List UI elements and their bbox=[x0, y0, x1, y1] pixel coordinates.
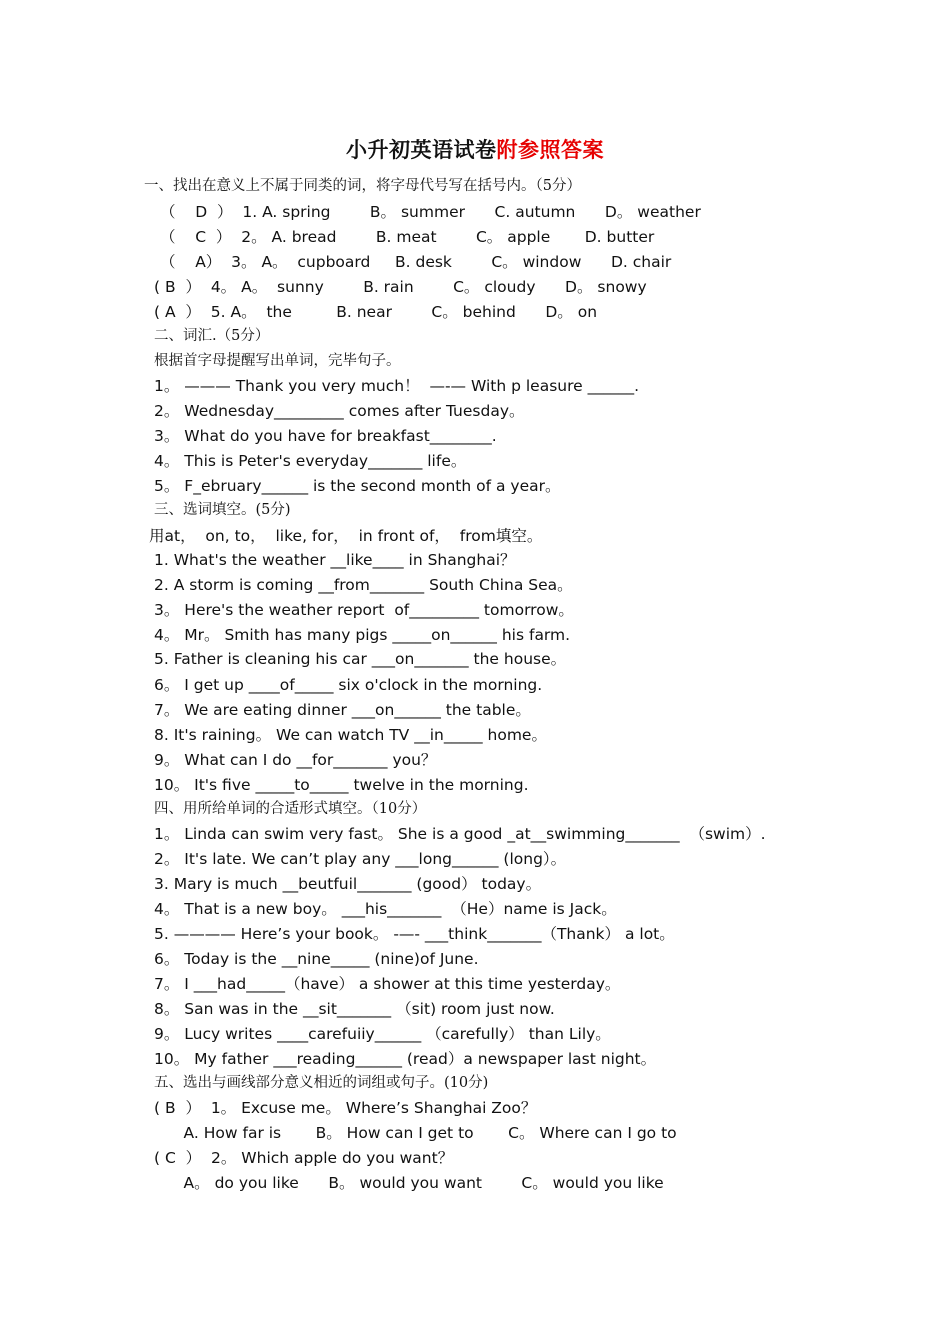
title-main: 小升初英语试卷 bbox=[346, 137, 497, 162]
question-line: 9。 What can I do __for_______ you？ bbox=[154, 751, 437, 769]
question-line: （ C ） 2。 A. bread B. meat C。 apple D. butter bbox=[160, 228, 655, 246]
question-line: ( B ） 4。 A。 sunny B. rain C。 cloudy D。 snowy bbox=[154, 278, 647, 296]
question-line: ( C ） 2。 Which apple do you want？ bbox=[154, 1149, 454, 1167]
question-line: 3。 What do you have for breakfast________. bbox=[154, 427, 497, 445]
question-line: 10。 My father ___reading______ (read）a newspaper last night。 bbox=[154, 1050, 657, 1068]
question-line: 8。 San was in the __sit_______ （sit) room just now. bbox=[154, 1000, 555, 1018]
question-line: 5. ———— Here’s your book。 -—- ___think_______（Thank） a lot。 bbox=[154, 925, 675, 943]
option-line: A. How far is B。 How can I get to C。 Where can I go to bbox=[154, 1124, 677, 1142]
question-line: 2. A storm is coming __from_______ South China Sea。 bbox=[154, 576, 573, 594]
question-line: 1. What's the weather __like____ in Shanghai？ bbox=[154, 551, 516, 569]
question-line: 9。 Lucy writes ____carefuiiy______ （carefully） than Lily。 bbox=[154, 1025, 611, 1043]
section-4-heading: 四、用所给单词的合适形式填空。（10分） bbox=[154, 801, 427, 817]
question-line: 3. Mary is much __beutfuil_______ (good） today。 bbox=[154, 875, 542, 893]
option-line: A。 do you like B。 would you want C。 would you like bbox=[154, 1174, 664, 1192]
section-2-instruction: 根据首字母提醒写出单词，完毕句子。 bbox=[154, 353, 401, 369]
question-line: 6。 Today is the __nine_____ (nine)of June. bbox=[154, 950, 479, 968]
question-line: （ A） 3。 A。 cupboard B. desk C。 window D. chair bbox=[160, 253, 672, 271]
question-line: 3。 Here's the weather report of_________ tomorrow。 bbox=[154, 601, 574, 619]
question-line: 4。 This is Peter's everyday_______ life。 bbox=[154, 452, 467, 470]
section-2-heading: 二、词汇.（5分） bbox=[154, 328, 270, 344]
question-line: ( B ） 1。 Excuse me。 Where’s Shanghai Zoo？ bbox=[154, 1099, 537, 1117]
question-line: ( A ） 5. A。 the B. near C。 behind D。 on bbox=[154, 303, 598, 321]
question-line: 1。 ——— Thank you very much！ —-— With p leasure ______. bbox=[154, 377, 640, 395]
question-line: 6。 I get up ____of_____ six o'clock in the morning. bbox=[154, 676, 543, 694]
section-3-heading: 三、选词填空。(5分) bbox=[154, 502, 291, 518]
question-line: 10。 It's five _____to_____ twelve in the morning. bbox=[154, 776, 529, 794]
question-line: 7。 I ___had_____（have） a shower at this time yesterday。 bbox=[154, 975, 621, 993]
question-line: 7。 We are eating dinner ___on______ the table。 bbox=[154, 701, 531, 719]
question-line: 1。 Linda can swim very fast。 She is a good _at__swimming_______ （swim）. bbox=[154, 825, 766, 843]
section-5-heading: 五、选出与画线部分意义相近的词组或句子。(10分) bbox=[154, 1075, 489, 1091]
question-line: 2。 It's late. We can’t play any ___long______ (long）。 bbox=[154, 850, 567, 868]
title-answer-note: 附参照答案 bbox=[496, 137, 604, 162]
question-line: 2。 Wednesday_________ comes after Tuesday。 bbox=[154, 402, 525, 420]
question-line: （ D ） 1. A. spring B。 summer C. autumn D。 weather bbox=[160, 203, 701, 221]
section-3-instruction: 用at， on, to， like, for， in front of， from填空。 bbox=[149, 527, 543, 545]
question-line: 4。 Mr。 Smith has many pigs _____on______ his farm. bbox=[154, 626, 571, 644]
page-title bbox=[0, 134, 950, 164]
section-1-heading: 一、找出在意义上不属于同类的词，将字母代号写在括号内。（5分） bbox=[144, 178, 581, 194]
question-line: 8. It's raining。 We can watch TV __in_____ home。 bbox=[154, 726, 547, 744]
question-line: 4。 That is a new boy。 ___his_______ （He）name is Jack。 bbox=[154, 900, 617, 918]
question-line: 5. Father is cleaning his car ___on_______ the house。 bbox=[154, 650, 567, 668]
question-line: 5。 F_ebruary______ is the second month of a year。 bbox=[154, 477, 561, 495]
